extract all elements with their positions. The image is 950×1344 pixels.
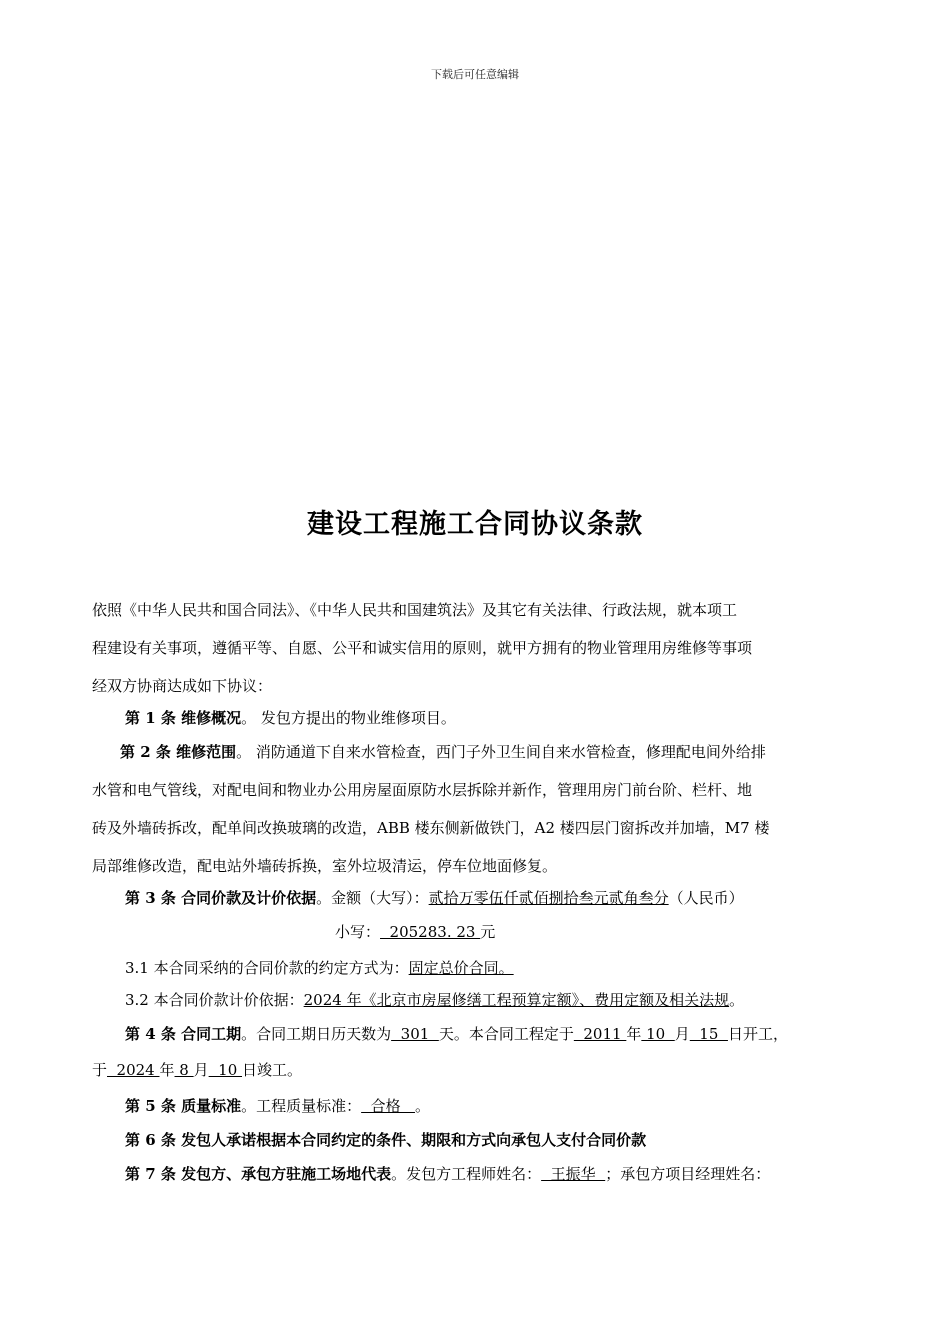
preamble-line-3: 经双方协商达成如下协议： [92,677,273,695]
header-note: 下载后可任意编辑 [431,68,519,81]
end-month: 8 [174,1061,194,1079]
article-3-suffix: （人民币） [668,889,744,907]
amount-figure-suffix: 元 [480,923,496,941]
article-3-label: 第 3 条 合同价款及计价依据 [125,889,317,907]
start-month-label: 月 [674,1025,690,1043]
duration-days: 301 [391,1025,439,1043]
article-2-line-3: 砖及外墙砖拆改，配单间改换玻璃的改造，ABB 楼东侧新做铁门，A2 楼四层门窗拆改并加墙，M7 楼 [92,819,770,837]
article-2-line-4: 局部维修改造，配电站外墙砖拆换，室外垃圾清运，停车位地面修复。 [92,857,558,875]
article-1-text: 。 发包方提出的物业维修项目。 [241,709,456,727]
amount-in-words: 贰拾万零伍仟贰佰捌拾叁元贰角叁分 [428,889,669,907]
clause-3-2-prefix: 3.2 本合同价款计价依据： [125,991,304,1009]
article-7-text-2: ；承包方项目经理姓名： [605,1165,771,1183]
end-day: 10 [208,1061,243,1079]
article-4-text-2: 天。本合同工程定于 [438,1025,574,1043]
article-7-text: 。发包方工程师姓名： [391,1165,542,1183]
preamble-line-2: 程建设有关事项，遵循平等、自愿、公平和诚实信用的原则，就甲方拥有的物业管理用房维修等事项 [92,639,753,657]
article-4-text-1: 。合同工期日历天数为 [241,1025,392,1043]
article-5 [125,1096,430,1116]
article-4-line-1 [125,1024,788,1044]
clause-3-2-value: 2024 年《北京市房屋修缮工程预算定额》、费用定额及相关法规 [303,991,730,1009]
clause-3-1-value: 固定总价合同。 [408,959,514,977]
article-2-line-2: 水管和电气管线，对配电间和物业办公用房屋面原防水层拆除并新作，管理用房门前台阶、栏杆、地 [92,781,753,799]
article-1-label: 第 1 条 维修概况 [125,709,242,727]
engineer-name: 王振华 [541,1165,606,1183]
clause-3-1 [125,958,514,978]
article-3 [125,888,744,908]
article-5-suffix: 。 [414,1097,430,1115]
article-6-label: 第 6 条 发包人承诺根据本合同约定的条件、期限和方式向承包人支付合同价款 [125,1131,647,1149]
article-5-label: 第 5 条 质量标准 [125,1097,242,1115]
article-2-text-1: 。 消防通道下自来水管检查，西门子外卫生间自来水管检查，修理配电间外给排 [236,743,766,761]
start-year: 2011 [573,1025,627,1043]
start-day: 15 [689,1025,728,1043]
end-month-label: 月 [193,1061,209,1079]
end-year: 2024 [107,1061,160,1079]
article-7-label: 第 7 条 发包方、承包方驻施工场地代表 [125,1165,392,1183]
clause-3-2 [125,990,744,1010]
amount-figure-line [335,922,495,942]
preamble-line-1: 依照《中华人民共和国合同法》、《中华人民共和国建筑法》及其它有关法律、行政法规，就本项工 [92,601,738,619]
clause-3-1-prefix: 3.1 本合同采纳的合同价款的约定方式为： [125,959,409,977]
article-1 [125,708,456,728]
article-2-line-1 [120,742,766,762]
start-month: 10 [641,1025,675,1043]
clause-3-2-suffix: 。 [729,991,745,1009]
quality-standard: 合格 [361,1097,415,1115]
article-4-text-5: 日竣工。 [242,1061,303,1079]
article-4-text-4: 于 [92,1061,108,1079]
article-5-text: 。工程质量标准： [241,1097,362,1115]
article-4-label: 第 4 条 合同工期 [125,1025,242,1043]
document-title: 建设工程施工合同协议条款 [307,509,643,540]
amount-figure-prefix: 小写： [335,923,381,941]
article-4-line-2 [92,1060,302,1080]
article-3-prefix: 。金额（大写）： [316,889,429,907]
start-year-label: 年 [626,1025,642,1043]
article-6 [125,1130,646,1150]
article-2-label: 第 2 条 维修范围 [120,743,237,761]
end-year-label: 年 [159,1061,175,1079]
amount-figure: 205283. 23 [380,923,481,941]
article-7 [125,1164,770,1184]
article-4-text-3: 日开工， [727,1025,788,1043]
